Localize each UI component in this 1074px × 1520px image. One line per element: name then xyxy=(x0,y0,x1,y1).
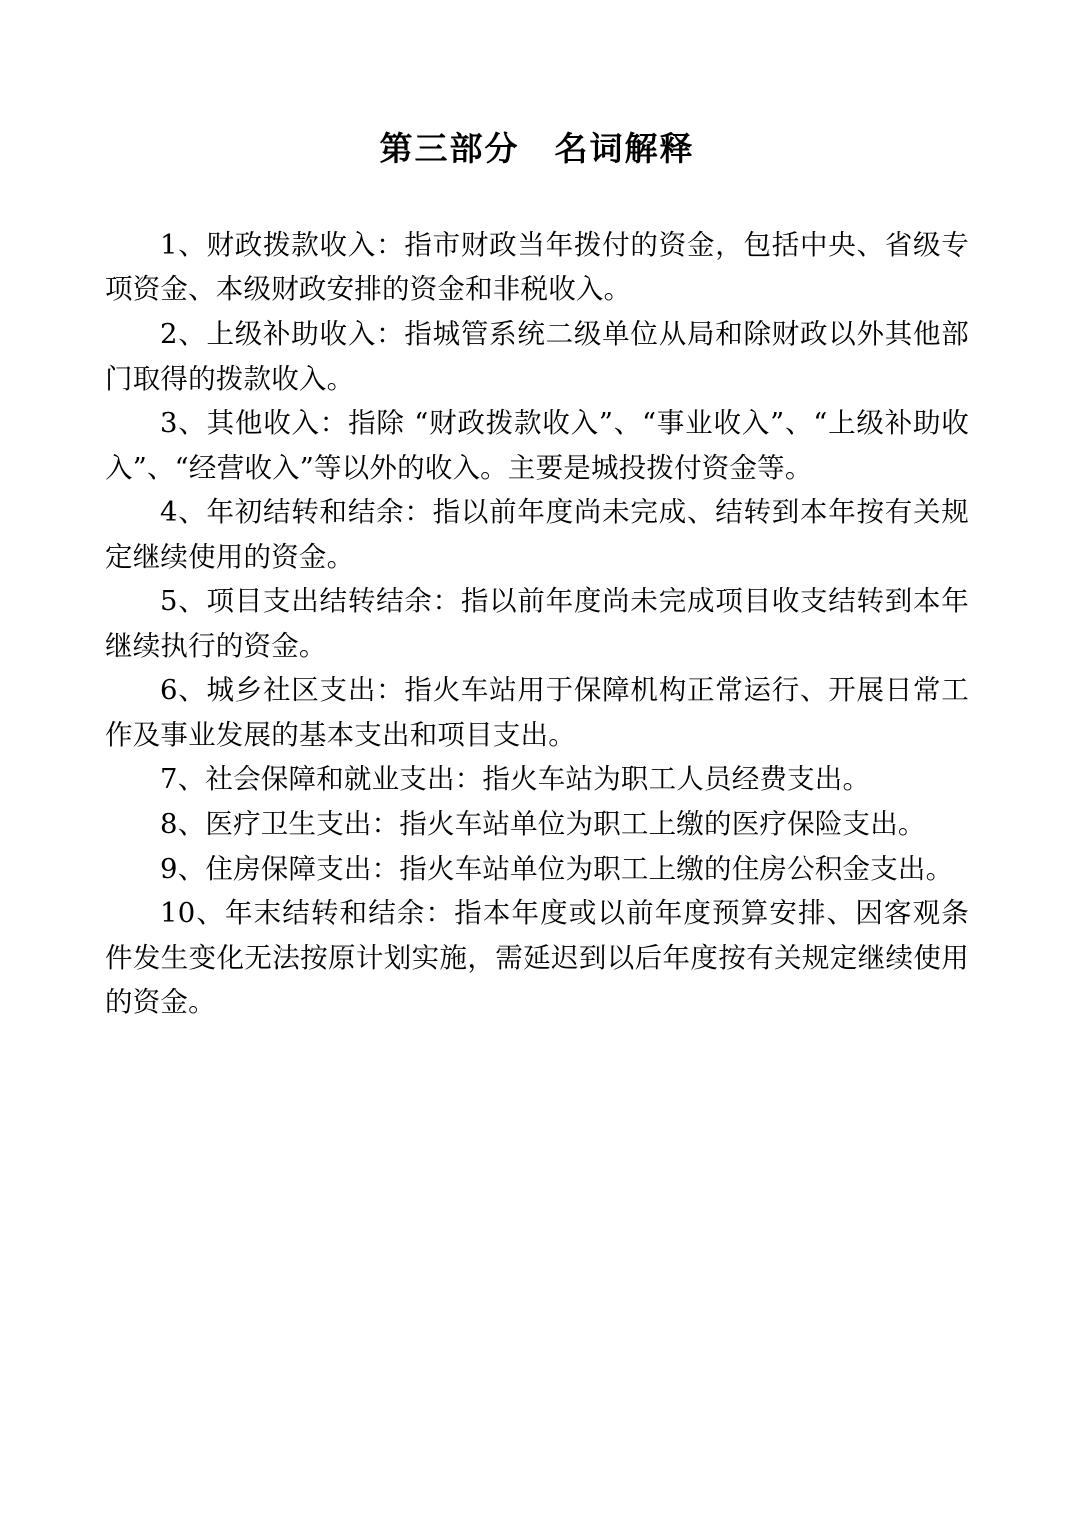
paragraph: 8、医疗卫生支出：指火车站单位为职工上缴的医疗保险支出。 xyxy=(160,808,926,840)
paragraph: 1、财政拨款收入：指市财政当年拨付的资金，包括中央、省级专项资金、本级财政安排的资金和非税收入。 xyxy=(105,228,969,306)
paragraph: 2、上级补助收入：指城管系统二级单位从局和除财政以外其他部门取得的拨款收入。 xyxy=(105,317,969,395)
page-title: 第三部分 名词解释 xyxy=(379,129,695,168)
paragraph: 3、其他收入：指除 “财政拨款收入”、“事业收入”、“上级补助收入”、“经营收入”等以外的收入。主要是城投拨付资金等。 xyxy=(105,407,969,484)
document-body xyxy=(105,223,969,1025)
paragraph: 4、年初结转和结余：指以前年度尚未完成、结转到本年按有关规定继续使用的资金。 xyxy=(105,496,969,573)
paragraph: 9、住房保障支出：指火车站单位为职工上缴的住房公积金支出。 xyxy=(160,852,954,885)
paragraph: 6、城乡社区支出：指火车站用于保障机构正常运行、开展日常工作及事业发展的基本支出和项目支出。 xyxy=(105,674,969,751)
paragraph: 7、社会保障和就业支出：指火车站为职工人员经费支出。 xyxy=(160,763,871,796)
paragraph: 5、项目支出结转结余：指以前年度尚未完成项目收支结转到本年继续执行的资金。 xyxy=(105,585,969,662)
paragraph: 10、年末结转和结余：指本年度或以前年度预算安排、因客观条件发生变化无法按原计划实施，需延迟到以后年度按有关规定继续使用的资金。 xyxy=(105,897,969,1019)
